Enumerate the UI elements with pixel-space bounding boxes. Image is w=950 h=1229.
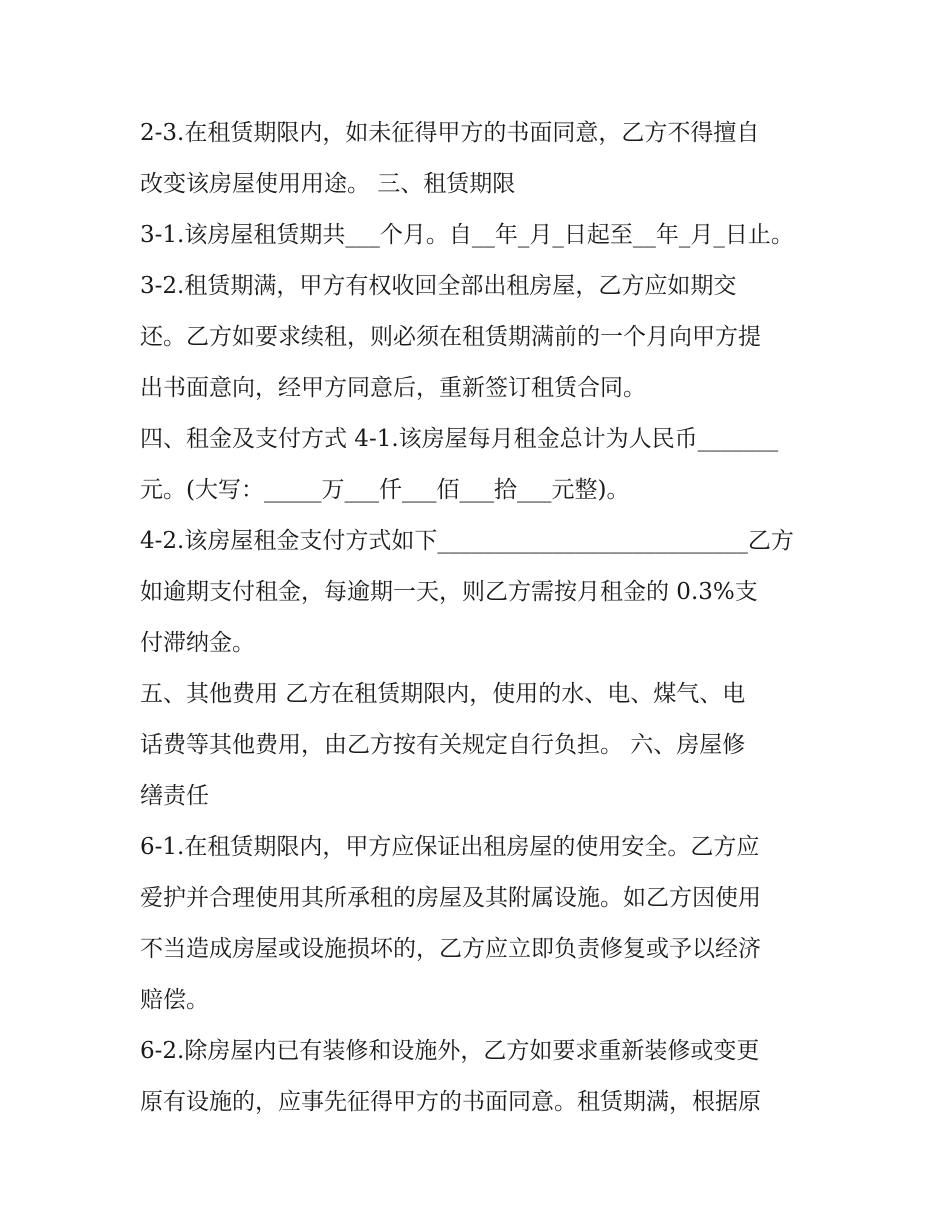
text-line: 四、租金及支付方式 4-1.该房屋每月租金总计为人民币_______ — [140, 426, 779, 452]
text-line: 3-2.租赁期满，甲方有权收回全部出租房屋，乙方应如期交 — [140, 273, 737, 299]
text-line: 付滞纳金。 — [140, 630, 255, 656]
text-line: 五、其他费用 乙方在租赁期限内，使用的水、电、煤气、电 — [140, 681, 746, 707]
text-line: 6-1.在租赁期限内，甲方应保证出租房屋的使用安全。乙方应 — [140, 834, 760, 860]
text-line: 缮责任 — [140, 783, 209, 809]
text-line: 3-1.该房屋租赁期共___个月。自__年_月_日起至__年_月_日止。 — [140, 222, 794, 248]
text-line: 元。(大写：_____万___仟___佰___拾___元整)。 — [140, 477, 630, 503]
text-line: 6-2.除房屋内已有装修和设施外，乙方如要求重新装修或变更 — [140, 1038, 760, 1064]
text-line: 话费等其他费用，由乙方按有关规定自行负担。 六、房屋修 — [140, 732, 746, 758]
text-line: 爱护并合理使用其所承租的房屋及其附属设施。如乙方因使用 — [140, 885, 761, 911]
text-line: 赔偿。 — [140, 987, 209, 1013]
text-line: 如逾期支付租金，每逾期一天，则乙方需按月租金的 0.3%支 — [140, 579, 758, 605]
text-line: 出书面意向，经甲方同意后，重新签订租赁合同。 — [140, 375, 646, 401]
text-line: 不当造成房屋或设施损坏的，乙方应立即负责修复或予以经济 — [140, 936, 761, 962]
contract-text-body — [140, 108, 820, 1128]
text-line: 原有设施的，应事先征得甲方的书面同意。租赁期满，根据原 — [140, 1089, 761, 1115]
text-line: 改变该房屋使用用途。 三、租赁期限 — [140, 171, 516, 197]
text-line: 还。乙方如要求续租，则必须在租赁期满前的一个月向甲方提 — [140, 324, 761, 350]
text-line: 4-2.该房屋租金支付方式如下___________________________乙方 — [140, 528, 794, 554]
text-line: 2-3.在租赁期限内，如未征得甲方的书面同意，乙方不得擅自 — [140, 120, 760, 146]
